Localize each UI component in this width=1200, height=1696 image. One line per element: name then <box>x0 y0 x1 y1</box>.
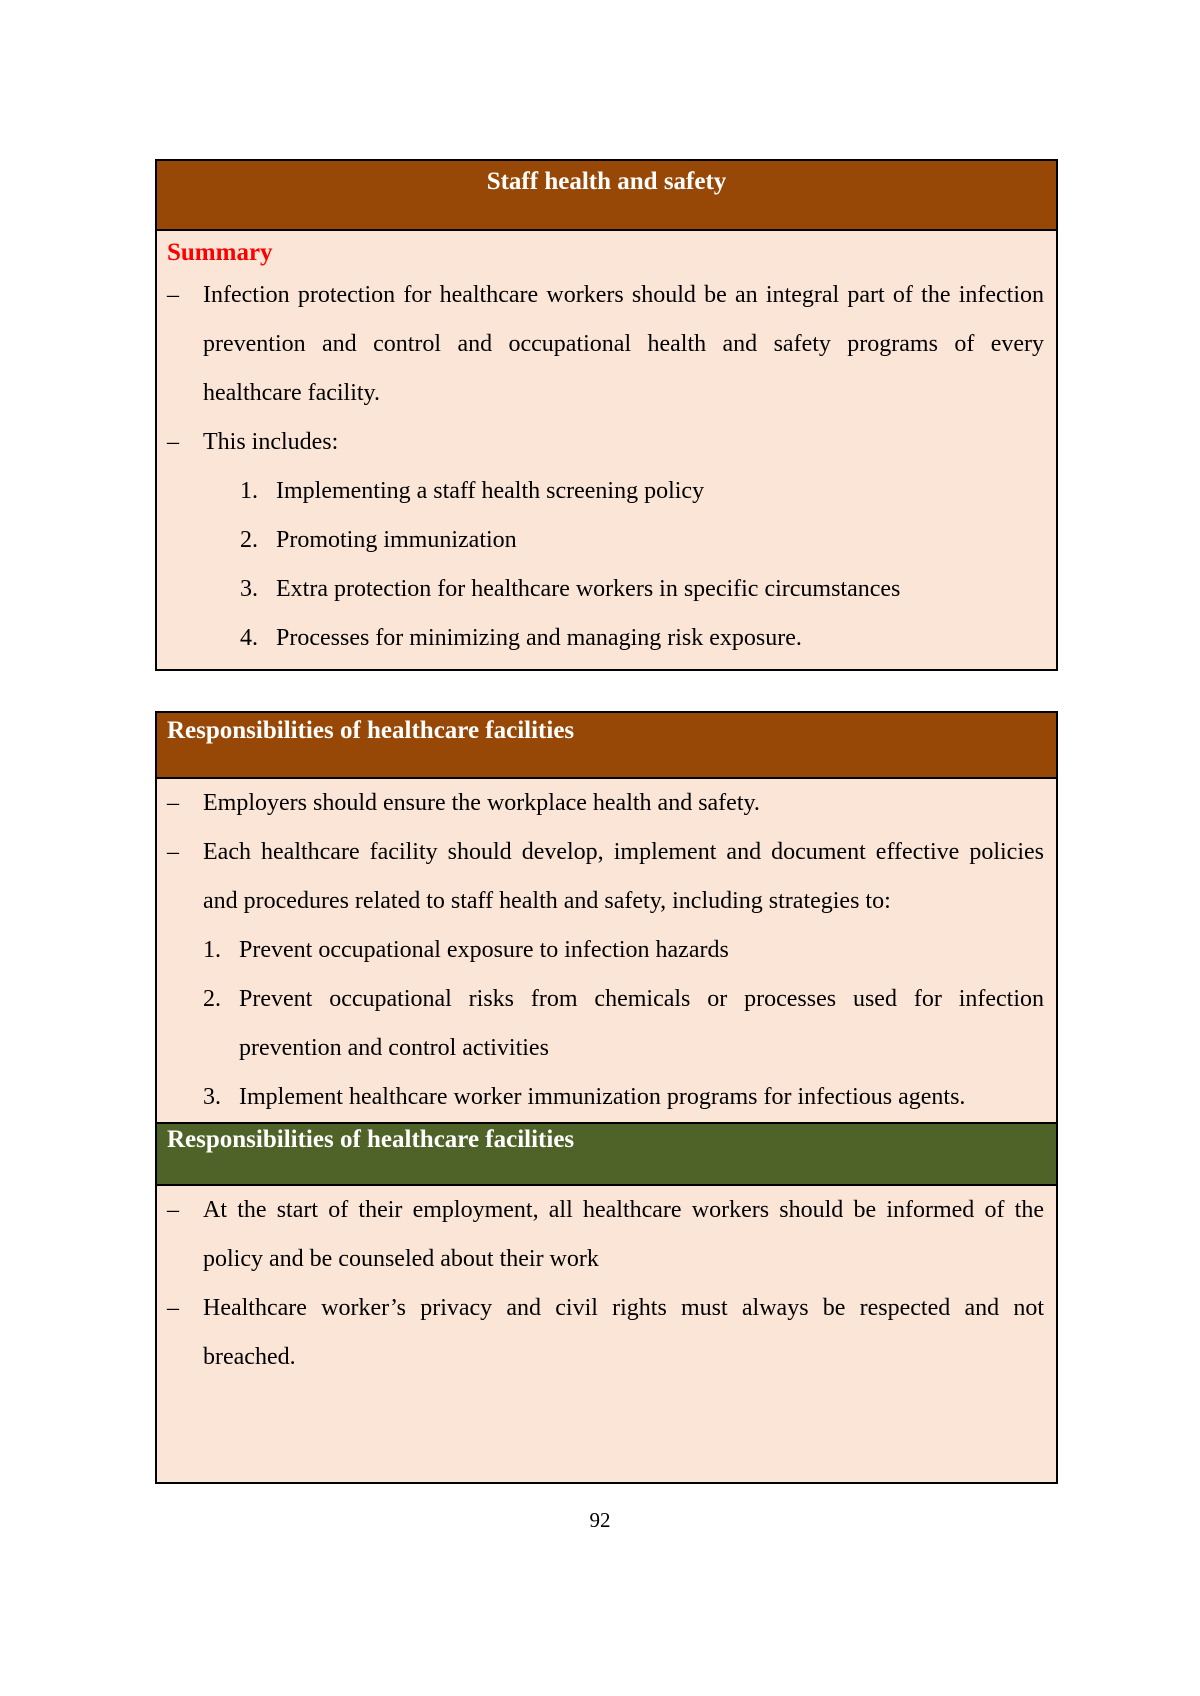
bullet-text: Infection protection for healthcare workers should be an integral part of the infection prevention and control and occupational health and safety programs of every healthcare facility. <box>203 282 1044 406</box>
dash-bullet: – <box>167 839 179 865</box>
item-number: 2. <box>240 527 258 553</box>
item-number: 1. <box>203 937 221 963</box>
bullet-text: This includes: <box>203 429 339 455</box>
summary-section <box>157 231 1056 663</box>
item-text: Promoting immunization <box>276 527 517 553</box>
numbered-item <box>167 1073 1044 1122</box>
numbered-item <box>167 516 1044 565</box>
responsibilities-subtitle: Responsibilities of healthcare facilities <box>157 1122 1056 1186</box>
bullet-text: At the start of their employment, all healthcare workers should be informed of the policy and be counseled about their work <box>203 1197 1044 1272</box>
summary-label: Summary <box>167 239 273 266</box>
item-number: 3. <box>240 576 258 602</box>
numbered-item <box>167 975 1044 1073</box>
worker-rights-section <box>157 1186 1056 1382</box>
staff-health-safety-title: Staff health and safety <box>157 161 1056 231</box>
numbered-item <box>167 565 1044 614</box>
dash-bullet: – <box>167 429 179 455</box>
dash-bullet: – <box>167 1197 179 1223</box>
staff-health-safety-box <box>155 159 1058 671</box>
item-text: Processes for minimizing and managing risk exposure. <box>276 625 802 651</box>
bullet-text: Healthcare worker’s privacy and civil rights must always be respected and not breached. <box>203 1295 1044 1370</box>
item-number: 1. <box>240 478 258 504</box>
numbered-item <box>167 926 1044 975</box>
item-text: Prevent occupational exposure to infection hazards <box>239 937 729 963</box>
list-item <box>167 828 1044 926</box>
responsibilities-title: Responsibilities of healthcare facilities <box>157 713 1056 779</box>
item-number: 4. <box>240 625 258 651</box>
item-text: Implementing a staff health screening policy <box>276 478 705 504</box>
numbered-item <box>167 467 1044 516</box>
item-text: Implement healthcare worker immunization programs for infectious agents. <box>239 1084 966 1110</box>
list-item <box>167 1284 1044 1382</box>
list-item <box>167 1186 1044 1284</box>
item-number: 3. <box>203 1084 221 1110</box>
list-item <box>167 779 1044 828</box>
item-text: Prevent occupational risks from chemicals or processes used for infection prevention and control activities <box>239 986 1044 1061</box>
dash-bullet: – <box>167 282 179 308</box>
dash-bullet: – <box>167 790 179 816</box>
numbered-item <box>167 614 1044 663</box>
responsibilities-section <box>157 779 1056 1122</box>
item-text: Extra protection for healthcare workers in specific circumstances <box>276 576 901 602</box>
item-number: 2. <box>203 986 221 1012</box>
bullet-text: Employers should ensure the workplace health and safety. <box>203 790 760 816</box>
dash-bullet: – <box>167 1295 179 1321</box>
responsibilities-box <box>155 711 1058 1484</box>
list-item <box>167 418 1044 467</box>
list-item <box>167 271 1044 418</box>
page-number: 92 <box>589 1508 611 1532</box>
bullet-text: Each healthcare facility should develop, implement and document effective policies and procedures related to staff health and safety, including strategies to: <box>203 839 1044 914</box>
